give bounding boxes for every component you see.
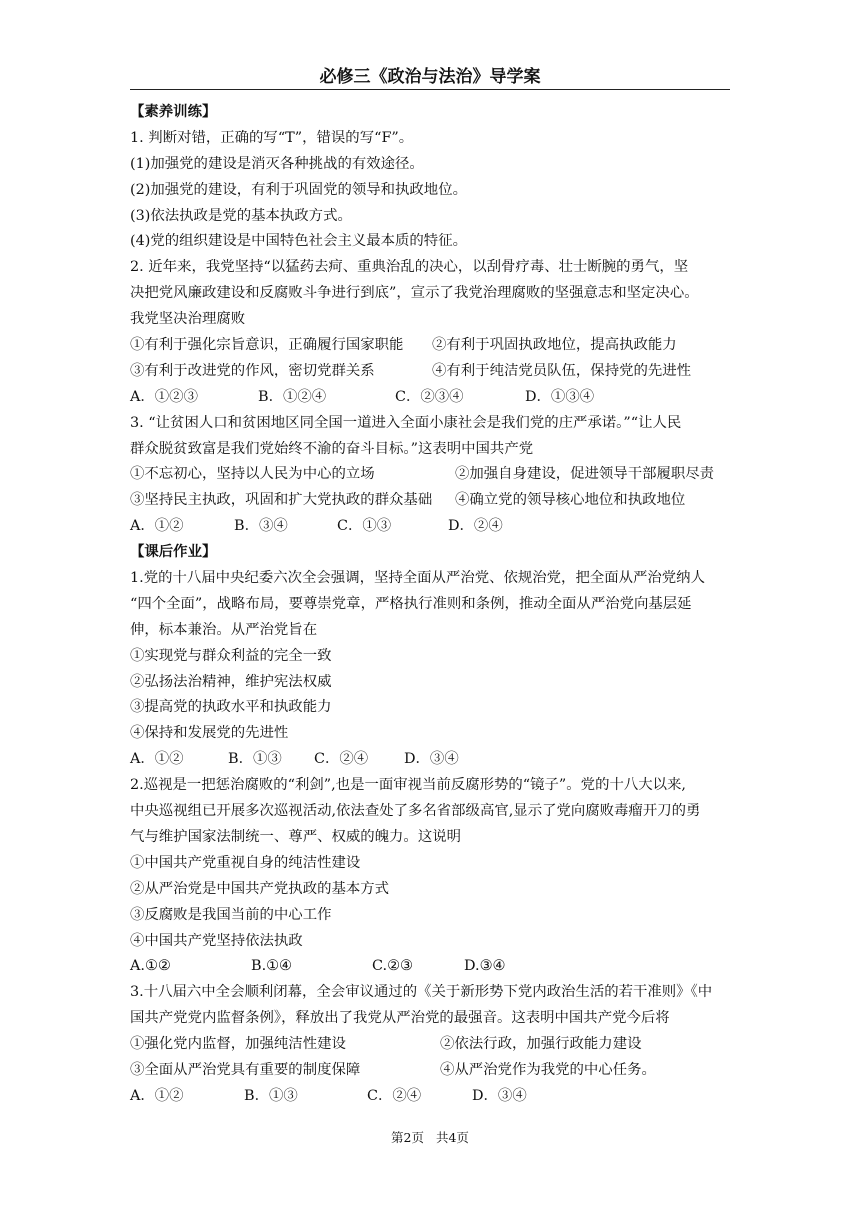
hw-question-2-stem-line: 中央巡视组已开展多次巡视活动,依法查处了多名省部级高官,显示了党向腐败毒瘤开刀的勇	[130, 803, 701, 820]
option-b: B.①④	[251, 958, 292, 975]
hw-question-3-stem-line: 3.十八届六中全会顺利闭幕，全会审议通过的《关于新形势下党内政治生活的若干准则》《中	[130, 984, 713, 1001]
option-c: C．①③	[337, 518, 392, 535]
options-row	[130, 385, 735, 411]
question-1-stem: 1. 判断对错，正确的写“T”，错误的写“F”。	[130, 129, 414, 146]
question-3-stem-line: 群众脱贫致富是我们党始终不渝的奋斗目标。”这表明中国共产党	[130, 440, 534, 457]
statement: ④保持和发展党的先进性	[130, 725, 289, 742]
statement: ④确立党的领导核心地位和执政地位	[455, 492, 686, 509]
statement-2: (2)加强党的建设，有利于巩固党的领导和执政地位。	[130, 181, 467, 198]
statement-3: (3)依法执政是党的基本执政方式。	[130, 207, 352, 224]
document-body	[130, 100, 735, 1110]
option-c: C．②④	[367, 1087, 422, 1104]
page-title: 必修三《政治与法治》导学案	[319, 67, 541, 87]
option-a: A．①②③	[130, 388, 198, 405]
page-total: 共4页	[435, 1130, 469, 1145]
option-b: B．①③	[244, 1087, 298, 1104]
option-c: C．②④	[314, 751, 369, 768]
options-row	[130, 514, 735, 540]
page-number: 第2页	[391, 1130, 424, 1145]
statement-row	[130, 359, 735, 385]
option-d: D．①③④	[525, 388, 595, 405]
options-row	[130, 954, 735, 980]
statement-1: (1)加强党的建设是消灭各种挑战的有效途径。	[130, 155, 424, 172]
statement-row	[130, 1058, 735, 1084]
statement: ④从严治党作为我党的中心任务。	[440, 1061, 656, 1078]
option-c: C．②③④	[395, 388, 464, 405]
statement: ②从严治党是中国共产党执政的基本方式	[130, 880, 390, 897]
option-a: A．①②	[130, 1087, 184, 1104]
statement: ②依法行政，加强行政能力建设	[440, 1036, 642, 1053]
question-2-stem-line: 2. 近年来，我党坚持“以猛药去疴、重典治乱的决心，以刮骨疗毒、壮士断腕的勇气，坚	[130, 259, 689, 276]
options-row	[130, 1084, 735, 1110]
section-title-practice: 【素养训练】	[130, 104, 217, 120]
hw-question-1-stem-line: 1.党的十八届中央纪委六次全会强调，坚持全面从严治党、依规治党，把全面从严治党纳人	[130, 570, 705, 587]
option-d: D．②④	[448, 518, 503, 535]
statement: ②弘扬法治精神，维护宪法权威	[130, 673, 332, 690]
hw-question-2-stem-line: 气与维护国家法制统一、尊严、权威的魄力。这说明	[130, 828, 461, 845]
question-3-stem-line: 3. “让贫困人口和贫困地区同全国一道进入全面小康社会是我们党的庄严承诺。”“让人民	[130, 414, 682, 431]
hw-question-1-stem-line: 伸，标本兼治。从严治党旨在	[130, 621, 318, 638]
question-2-stem-line: 我党坚决治理腐败	[130, 311, 246, 328]
statement: ①强化党内监督，加强纯洁性建设	[130, 1036, 346, 1053]
statement-row	[130, 488, 735, 514]
statement: ③提高党的执政水平和执政能力	[130, 699, 332, 716]
statement-row	[130, 462, 735, 488]
statement: ①有利于强化宗旨意识，正确履行国家职能	[130, 337, 404, 354]
statement: ②有利于巩固执政地位，提高执政能力	[432, 337, 677, 354]
statement: ④有利于纯洁党员队伍，保持党的先进性	[432, 362, 692, 379]
options-row	[130, 747, 735, 773]
statement: ①实现党与群众利益的完全一致	[130, 647, 332, 664]
section-title-homework: 【课后作业】	[130, 544, 217, 561]
statement-4: (4)党的组织建设是中国特色社会主义最本质的特征。	[130, 233, 467, 250]
statement-row	[130, 333, 735, 359]
option-c: C.②③	[372, 958, 413, 975]
option-a: A．①②	[130, 751, 184, 768]
option-d: D．③④	[472, 1087, 527, 1104]
statement: ③有利于改进党的作风，密切党群关系	[130, 362, 375, 379]
statement: ①不忘初心，坚持以人民为中心的立场	[130, 466, 375, 483]
hw-question-2-stem-line: 2.巡视是一把惩治腐败的“利剑”,也是一面审视当前反腐形势的“镜子”。党的十八大以来,	[130, 777, 686, 794]
option-b: B．③④	[234, 518, 288, 535]
statement-row	[130, 1032, 735, 1058]
hw-question-1-stem-line: “四个全面”，战略布局，要尊崇党章，严格执行准则和条例，推动全面从严治党向基层延	[130, 595, 692, 612]
header-divider	[130, 89, 730, 90]
option-d: D.③④	[464, 958, 506, 975]
option-a: A.①②	[130, 958, 171, 975]
option-d: D．③④	[404, 751, 459, 768]
statement: ③反腐败是我国当前的中心工作	[130, 906, 332, 923]
page-footer	[0, 1128, 860, 1146]
statement: ④中国共产党坚持依法执政	[130, 932, 303, 949]
option-b: B．①②④	[258, 388, 327, 405]
statement: ③全面从严治党具有重要的制度保障	[130, 1061, 361, 1078]
hw-question-3-stem-line: 国共产党党内监督条例》，释放出了我党从严治党的最强音。这表明中国共产党今后将	[130, 1010, 670, 1027]
statement: ②加强自身建设，促进领导干部履职尽责	[455, 466, 715, 483]
statement: ①中国共产党重视自身的纯洁性建设	[130, 854, 361, 871]
question-2-stem-line: 决把党风廉政建设和反腐败斗争进行到底”，宣示了我党治理腐败的坚强意志和坚定决心。	[130, 285, 699, 302]
statement: ③坚持民主执政，巩固和扩大党执政的群众基础	[130, 492, 433, 509]
option-b: B．①③	[228, 751, 282, 768]
option-a: A．①②	[130, 518, 184, 535]
